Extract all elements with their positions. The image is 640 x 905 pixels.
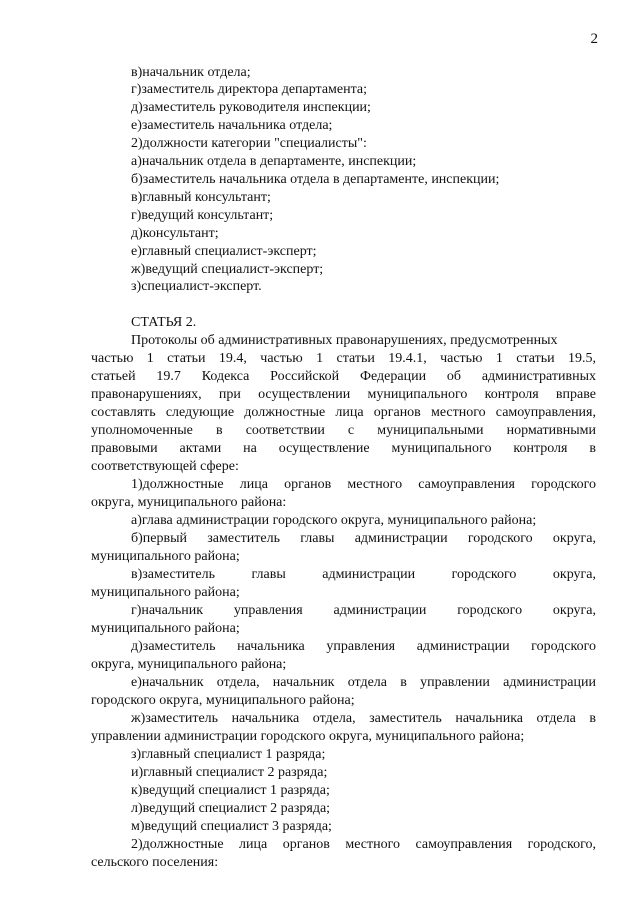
paragraph-line: правонарушениях, при осуществлении муниципального контроля вправе <box>91 387 596 402</box>
paragraph-line: Протоколы об административных правонарушениях, предусмотренных <box>131 333 558 348</box>
list-item: г)заместитель директора департамента; <box>131 82 368 97</box>
section-heading: сельского поселения: <box>91 855 219 870</box>
list-item: в)главный консультант; <box>131 190 271 205</box>
section-heading: 2)должностные лица органов местного самоуправления городского, <box>131 837 596 852</box>
list-item: ж)ведущий специалист-эксперт; <box>131 262 324 277</box>
list-item: городского округа, муниципального района; <box>91 693 355 708</box>
page-number: 2 <box>590 31 598 47</box>
list-item: г)ведущий консультант; <box>131 208 274 223</box>
list-item: г)начальник управления администрации городского округа, <box>131 603 596 618</box>
list-item: д)консультант; <box>131 226 219 241</box>
list-item: д)заместитель руководителя инспекции; <box>131 100 371 115</box>
list-item: а)глава администрации городского округа, муниципального района; <box>131 513 537 528</box>
article-title: СТАТЬЯ 2. <box>131 315 197 330</box>
paragraph-line: правовыми актами на осуществление муниципального контроля в <box>91 441 596 456</box>
list-item: и)главный специалист 2 разряда; <box>131 765 328 780</box>
list-item: в)начальник отдела; <box>131 65 251 80</box>
list-item: б)заместитель начальника отдела в департаменте, инспекции; <box>131 172 500 187</box>
list-item: муниципального района; <box>91 621 240 636</box>
section-heading: округа, муниципального района: <box>91 495 287 510</box>
list-item: ж)заместитель начальника отдела, заместитель начальника отдела в <box>131 711 596 726</box>
section-heading: 1)должностные лица органов местного самоуправления городского <box>131 477 596 492</box>
list-item: в)заместитель главы администрации городского округа, <box>131 567 596 582</box>
list-item: з)специалист-эксперт. <box>131 279 262 294</box>
list-item: л)ведущий специалист 2 разряда; <box>131 801 331 816</box>
list-item: к)ведущий специалист 1 разряда; <box>131 783 330 798</box>
list-item: а)начальник отдела в департаменте, инспекции; <box>131 154 417 169</box>
list-item: з)главный специалист 1 разряда; <box>131 747 326 762</box>
list-item: е)заместитель начальника отдела; <box>131 118 333 133</box>
list-item: управлении администрации городского округа, муниципального района; <box>91 729 525 744</box>
paragraph-line: уполномоченные в соответствии с муниципальными нормативными <box>91 423 596 438</box>
paragraph-line: соответствующей сфере: <box>91 459 239 474</box>
list-item: муниципального района; <box>91 549 240 564</box>
list-item: м)ведущий специалист 3 разряда; <box>131 819 332 834</box>
paragraph-line: составлять следующие должностные лица органов местного самоуправления, <box>91 405 596 420</box>
list-item: е)начальник отдела, начальник отдела в управлении администрации <box>131 675 596 690</box>
paragraph-line: статьей 19.7 Кодекса Российской Федерации об административных <box>91 369 596 384</box>
list-item: 2)должности категории "специалисты": <box>131 136 367 151</box>
list-item: округа, муниципального района; <box>91 657 287 672</box>
paragraph-line: частью 1 статьи 19.4, частью 1 статьи 19.4.1, частью 1 статьи 19.5, <box>91 351 596 366</box>
list-item: е)главный специалист-эксперт; <box>131 244 317 259</box>
list-item: б)первый заместитель главы администрации городского округа, <box>131 531 596 546</box>
list-item: муниципального района; <box>91 585 240 600</box>
list-item: д)заместитель начальника управления администрации городского <box>131 639 596 654</box>
